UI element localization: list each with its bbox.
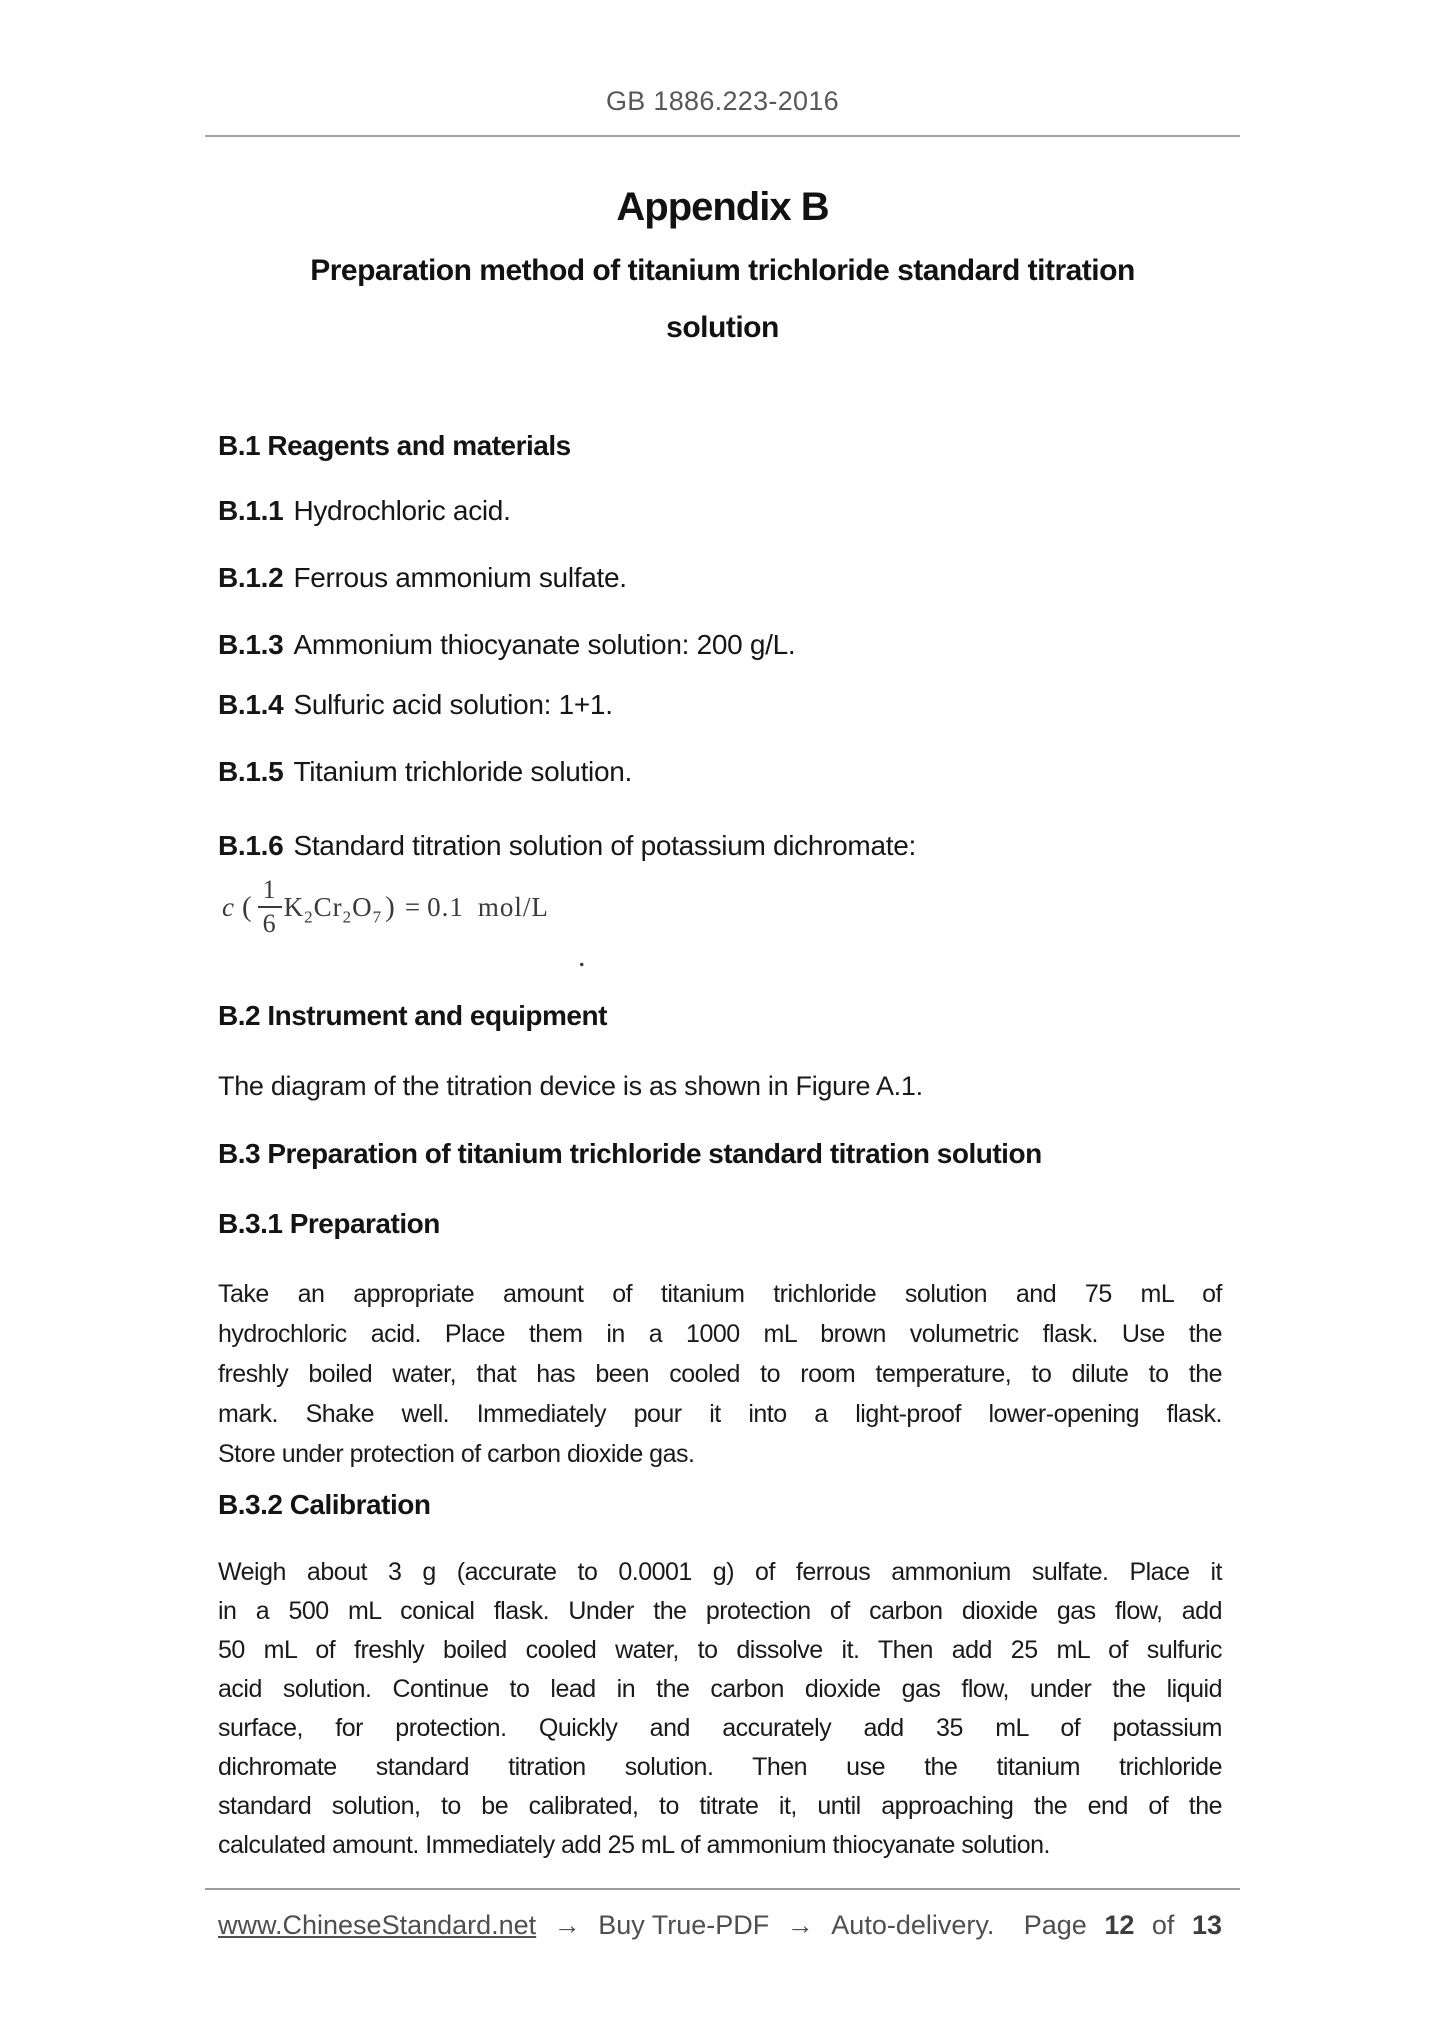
formula-fraction-one-sixth — [258, 875, 282, 939]
reagent-item-b1-6 — [218, 829, 1222, 863]
paragraph-line: standard solution, to be calibrated, to titrate it, until approaching the end of the — [218, 1792, 1222, 1820]
standard-number-header: GB 1886.223-2016 — [606, 86, 839, 116]
paragraph-line: hydrochloric acid. Place them in a 1000 mL brown volumetric flask. Use the — [218, 1320, 1222, 1348]
section-heading-b1: B.1 Reagents and materials — [218, 430, 571, 461]
formula-trailing-period: . — [578, 940, 586, 973]
preparation-paragraph — [218, 1274, 1222, 1474]
footer-page-indicator — [1014, 1908, 1222, 1942]
element-O-subscript: 7 — [372, 907, 383, 927]
arrow-icon: → — [553, 1910, 581, 1940]
doc-title-line1: Preparation method of titanium trichloride standard titration — [310, 254, 1135, 287]
item-number: B.1.3 — [218, 629, 284, 660]
paragraph-line: Weigh about 3 g (accurate to 0.0001 g) of ferrous ammonium sulfate. Place it — [218, 1558, 1222, 1586]
item-number: B.1.5 — [218, 756, 284, 787]
reagent-item-b1-1 — [218, 494, 1222, 528]
page-of-label: of — [1151, 1910, 1175, 1940]
footer-buy-text: Buy True-PDF — [598, 1910, 770, 1940]
item-text: Titanium trichloride solution. — [293, 756, 632, 787]
element-O: O — [352, 892, 373, 923]
item-number: B.1.1 — [218, 495, 284, 526]
item-text: Ferrous ammonium sulfate. — [293, 562, 627, 593]
item-text: Hydrochloric acid. — [293, 495, 511, 526]
dichromate-concentration-formula — [222, 875, 549, 942]
section-heading-b2: B.2 Instrument and equipment — [218, 1000, 607, 1031]
item-text: Ammonium thiocyanate solution: 200 g/L. — [293, 629, 796, 660]
formula-open-paren: ( — [241, 891, 253, 924]
formula-close-paren: ) — [385, 891, 396, 924]
page-footer — [218, 1908, 1222, 1942]
paragraph-line: 50 mL of freshly boiled cooled water, to dissolve it. Then add 25 mL of sulfuric — [218, 1636, 1222, 1664]
section-heading-b3-1: B.3.1 Preparation — [218, 1208, 440, 1239]
paragraph-line: dichromate standard titration solution. Then use the titanium trichloride — [218, 1753, 1222, 1781]
paragraph-line: surface, for protection. Quickly and accurately add 35 mL of potassium — [218, 1714, 1222, 1742]
element-Cr: Cr — [313, 892, 343, 923]
item-text: Sulfuric acid solution: 1+1. — [293, 689, 613, 720]
formula-equals-sign: = — [404, 892, 422, 923]
paragraph-line: freshly boiled water, that has been cooled to room temperature, to dilute to the — [218, 1360, 1222, 1388]
paragraph-line: in a 500 mL conical flask. Under the protection of carbon dioxide gas flow, add — [218, 1597, 1222, 1625]
page-label: Page — [1023, 1910, 1087, 1940]
paragraph-line: mark. Shake well. Immediately pour it into a light-proof lower-opening flask. — [218, 1400, 1222, 1428]
diagram-reference-text: The diagram of the titration device is as shown in Figure A.1. — [218, 1071, 923, 1101]
paragraph-line: calculated amount. Immediately add 25 mL of ammonium thiocyanate solution. — [218, 1831, 1050, 1859]
footer-left-group — [218, 1908, 994, 1942]
formula-variable-c: c — [222, 892, 235, 923]
item-number: B.1.6 — [218, 830, 284, 861]
page-total-number: 13 — [1191, 1910, 1222, 1940]
calibration-paragraph — [218, 1553, 1222, 1865]
fraction-numerator: 1 — [258, 875, 282, 908]
arrow-icon: → — [786, 1910, 814, 1940]
item-number: B.1.4 — [218, 689, 284, 720]
fraction-denominator: 6 — [262, 908, 277, 938]
reagent-item-b1-3 — [218, 628, 1222, 662]
item-text: Standard titration solution of potassium dichromate: — [293, 830, 916, 861]
page-current-number: 12 — [1104, 1910, 1135, 1940]
section-heading-b3: B.3 Preparation of titanium trichloride standard titration solution — [218, 1138, 1042, 1169]
element-K-subscript: 2 — [304, 907, 314, 927]
appendix-heading: Appendix B — [616, 185, 829, 229]
website-link[interactable]: www.ChineseStandard.net — [218, 1910, 537, 1940]
item-number: B.1.2 — [218, 562, 284, 593]
formula-unit: mol/L — [477, 892, 549, 923]
paragraph-line: Take an appropriate amount of titanium trichloride solution and 75 mL of — [218, 1280, 1222, 1308]
header-divider — [205, 135, 1240, 137]
formula-value: 0.1 — [427, 892, 464, 923]
paragraph-line: acid solution. Continue to lead in the carbon dioxide gas flow, under the liquid — [218, 1675, 1222, 1703]
paragraph-line: Store under protection of carbon dioxide gas. — [218, 1440, 695, 1468]
reagent-item-b1-4 — [218, 688, 1222, 722]
footer-divider — [205, 1888, 1240, 1890]
section-heading-b3-2: B.3.2 Calibration — [218, 1489, 431, 1520]
footer-delivery-text: Auto-delivery. — [831, 1910, 995, 1940]
element-K: K — [283, 892, 305, 923]
reagent-item-b1-5 — [218, 755, 1222, 789]
doc-title-line2: solution — [666, 311, 779, 344]
reagent-item-b1-2 — [218, 561, 1222, 595]
element-Cr-subscript: 2 — [342, 907, 353, 927]
